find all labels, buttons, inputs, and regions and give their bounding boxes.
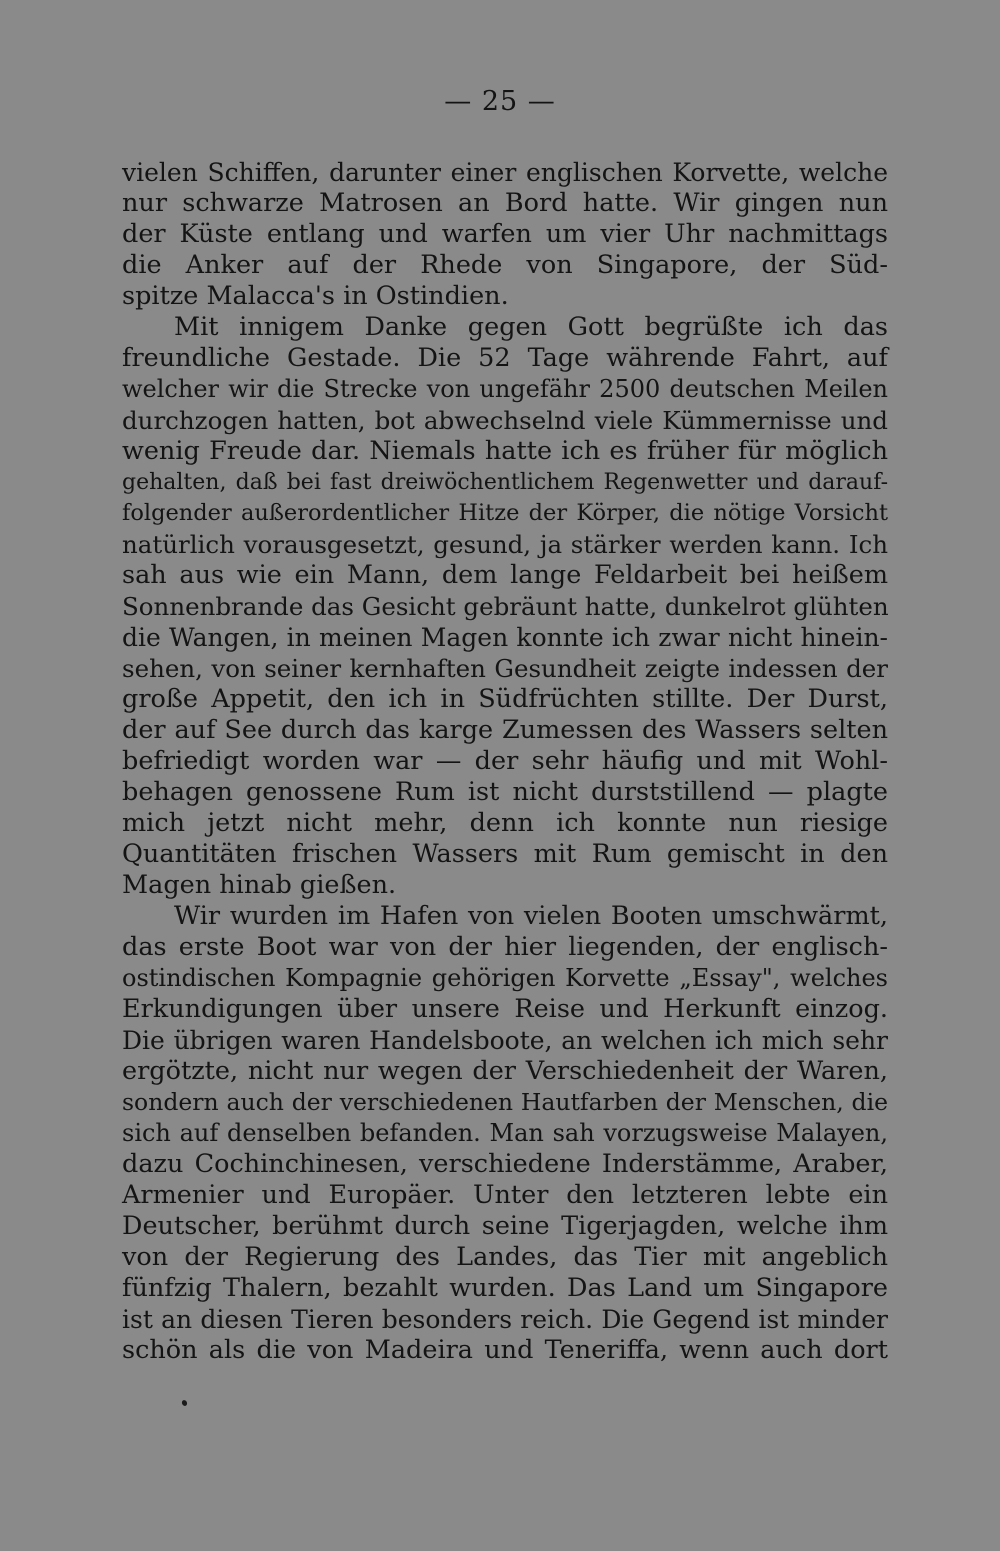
- text-line: ostindischen Kompagnie gehörigen Korvette „Essay", welches: [122, 964, 888, 992]
- text-line: Wir wurden im Hafen von vielen Booten umschwärmt,: [174, 901, 888, 931]
- text-line: die Wangen, in meinen Magen konnte ich zwar nicht hinein-: [122, 623, 888, 652]
- body-text: [122, 157, 888, 1366]
- text-line: von der Regierung des Landes, das Tier mit angeblich: [122, 1242, 888, 1272]
- text-line: fünfzig Thalern, bezahlt wurden. Das Land um Singapore: [122, 1273, 888, 1303]
- text-line: sich auf denselben befanden. Man sah vorzugsweise Malayen,: [122, 1119, 888, 1147]
- text-line: sehen, von seiner kernhaften Gesundheit zeigte indessen der: [122, 654, 888, 683]
- text-line: gehalten, daß bei fast dreiwöchentlichem Regenwetter und darauf-: [122, 470, 888, 495]
- text-line: Deutscher, berühmt durch seine Tigerjagden, welche ihm: [122, 1211, 888, 1241]
- text-line: sah aus wie ein Mann, dem lange Feldarbeit bei heißem: [122, 560, 888, 590]
- text-line: spitze Malacca's in Ostindien.: [122, 281, 509, 311]
- ink-speck: [181, 1399, 188, 1407]
- page-number: — 25 —: [444, 86, 556, 117]
- text-line: durchzogen hatten, bot abwechselnd viele Kümmernisse und: [122, 406, 888, 435]
- text-line: Erkundigungen über unsere Reise und Herkunft einzog.: [122, 994, 888, 1024]
- text-line: die Anker auf der Rhede von Singapore, der Süd-: [122, 250, 888, 280]
- text-line: Armenier und Europäer. Unter den letzteren lebte ein: [122, 1180, 888, 1210]
- text-line: behagen genossene Rum ist nicht durststillend — plagte: [122, 777, 888, 807]
- text-line: der Küste entlang und warfen um vier Uhr nachmittags: [122, 219, 888, 249]
- text-line: das erste Boot war von der hier liegenden, der englisch-: [122, 932, 888, 962]
- text-line: Magen hinab gießen.: [122, 870, 397, 900]
- text-line: Sonnenbrande das Gesicht gebräunt hatte, dunkelrot glühten: [122, 592, 889, 621]
- text-line: folgender außerordentlicher Hitze der Körper, die nötige Vorsicht: [122, 500, 888, 526]
- text-line: freundliche Gestade. Die 52 Tage währende Fahrt, auf: [122, 343, 888, 373]
- text-line: dazu Cochinchinesen, verschiedene Inderstämme, Araber,: [122, 1149, 888, 1179]
- text-line: nur schwarze Matrosen an Bord hatte. Wir gingen nun: [122, 188, 888, 218]
- text-line: Die übrigen waren Handelsboote, an welchen ich mich sehr: [122, 1026, 888, 1055]
- text-line: sondern auch der verschiedenen Hautfarben der Menschen, die: [122, 1088, 888, 1116]
- text-line: ist an diesen Tieren besonders reich. Die Gegend ist minder: [122, 1305, 888, 1334]
- text-line: natürlich vorausgesetzt, gesund, ja stärker werden kann. Ich: [122, 530, 888, 559]
- text-line: vielen Schiffen, darunter einer englischen Korvette, welche: [122, 158, 888, 187]
- text-line: schön als die von Madeira und Teneriffa, wenn auch dort: [122, 1335, 888, 1365]
- text-line: mich jetzt nicht mehr, denn ich konnte nun riesige: [122, 808, 888, 838]
- text-line: wenig Freude dar. Niemals hatte ich es früher für möglich: [122, 436, 888, 466]
- text-line: befriedigt worden war — der sehr häufig und mit Wohl-: [122, 746, 888, 776]
- text-line: der auf See durch das karge Zumessen des Wassers selten: [122, 715, 888, 745]
- text-line: Mit innigem Danke gegen Gott begrüßte ich das: [174, 312, 888, 342]
- text-line: große Appetit, den ich in Südfrüchten stillte. Der Durst,: [122, 684, 888, 714]
- text-line: welcher wir die Strecke von ungefähr 2500 deutschen Meilen: [122, 375, 888, 403]
- text-line: ergötzte, nicht nur wegen der Verschiedenheit der Waren,: [122, 1056, 888, 1086]
- text-line: Quantitäten frischen Wassers mit Rum gemischt in den: [122, 839, 888, 869]
